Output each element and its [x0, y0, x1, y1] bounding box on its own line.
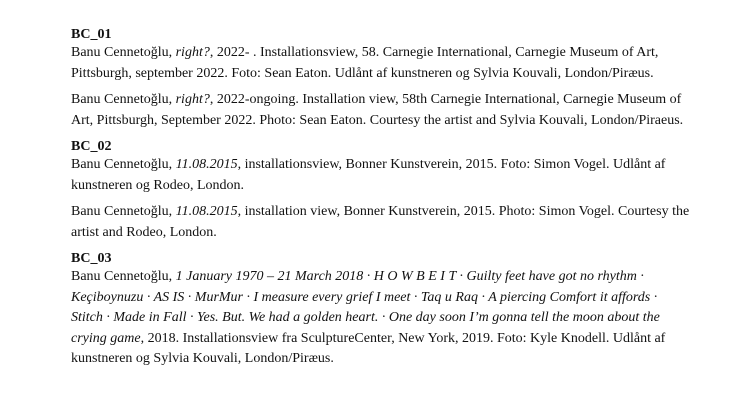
caption-danish [71, 267, 691, 370]
caption-artist: Banu Cennetoğlu, [71, 45, 176, 60]
caption-artist: Banu Cennetoğlu, [71, 92, 176, 107]
caption-danish [71, 155, 691, 196]
caption-artist: Banu Cennetoğlu, [71, 157, 176, 172]
entry-bc-01 [71, 26, 691, 131]
caption-rest: , 2018. Installationsview fra SculptureCenter, New York, 2019. Foto: Kyle Knodell. Udlånt af kunstneren og Sylvia Kouvali, London/Piræus. [71, 330, 666, 366]
entry-id: BC_03 [71, 251, 112, 266]
caption-artist: Banu Cennetoğlu, [71, 204, 176, 219]
entry-id: BC_01 [71, 27, 112, 42]
caption-rest: , 2022- . Installationsview, 58. Carnegie International, Carnegie Museum of Art, Pittsburgh, september 2022. Foto: Sean Eaton. Udlånt af kunstneren og Sylvia Kouvali, London/Piræus. [71, 45, 659, 81]
caption-danish [71, 43, 691, 84]
caption-title: right? [175, 92, 210, 107]
caption-english [71, 90, 691, 131]
caption-english [71, 202, 691, 243]
caption-title: 11.08.2015 [175, 157, 238, 172]
caption-title: right? [175, 45, 210, 60]
document-page [71, 26, 691, 370]
entry-id: BC_02 [71, 139, 112, 154]
caption-rest: , 2022-ongoing. Installation view, 58th Carnegie International, Carnegie Museum of Art, Pittsburgh, September 2022. Photo: Sean Eaton. Courtesy the artist and Sylvia Kouvali, London/Piraeus. [71, 92, 684, 128]
entry-bc-02 [71, 138, 691, 243]
caption-title: 1 January 1970 – 21 March 2018 · H O W B E I T · Guilty feet have got no rhythm · Keçiboynuzu · AS IS · MurMur · I measure every grief I meet · Taq u Raq · A piercing Comfort it affords · Stitch · Made in Fall · Yes. But. We had a golden heart. · One day soon I’m gonna tell the moon about the crying game [71, 269, 660, 346]
caption-rest: , installationsview, Bonner Kunstverein, 2015. Foto: Simon Vogel. Udlånt af kunstneren og Rodeo, London. [71, 157, 666, 193]
caption-artist: Banu Cennetoğlu, [71, 269, 176, 284]
caption-rest: , installation view, Bonner Kunstverein, 2015. Photo: Simon Vogel. Courtesy the artist and Rodeo, London. [71, 204, 690, 240]
entry-bc-03 [71, 250, 691, 370]
caption-title: 11.08.2015 [175, 204, 238, 219]
